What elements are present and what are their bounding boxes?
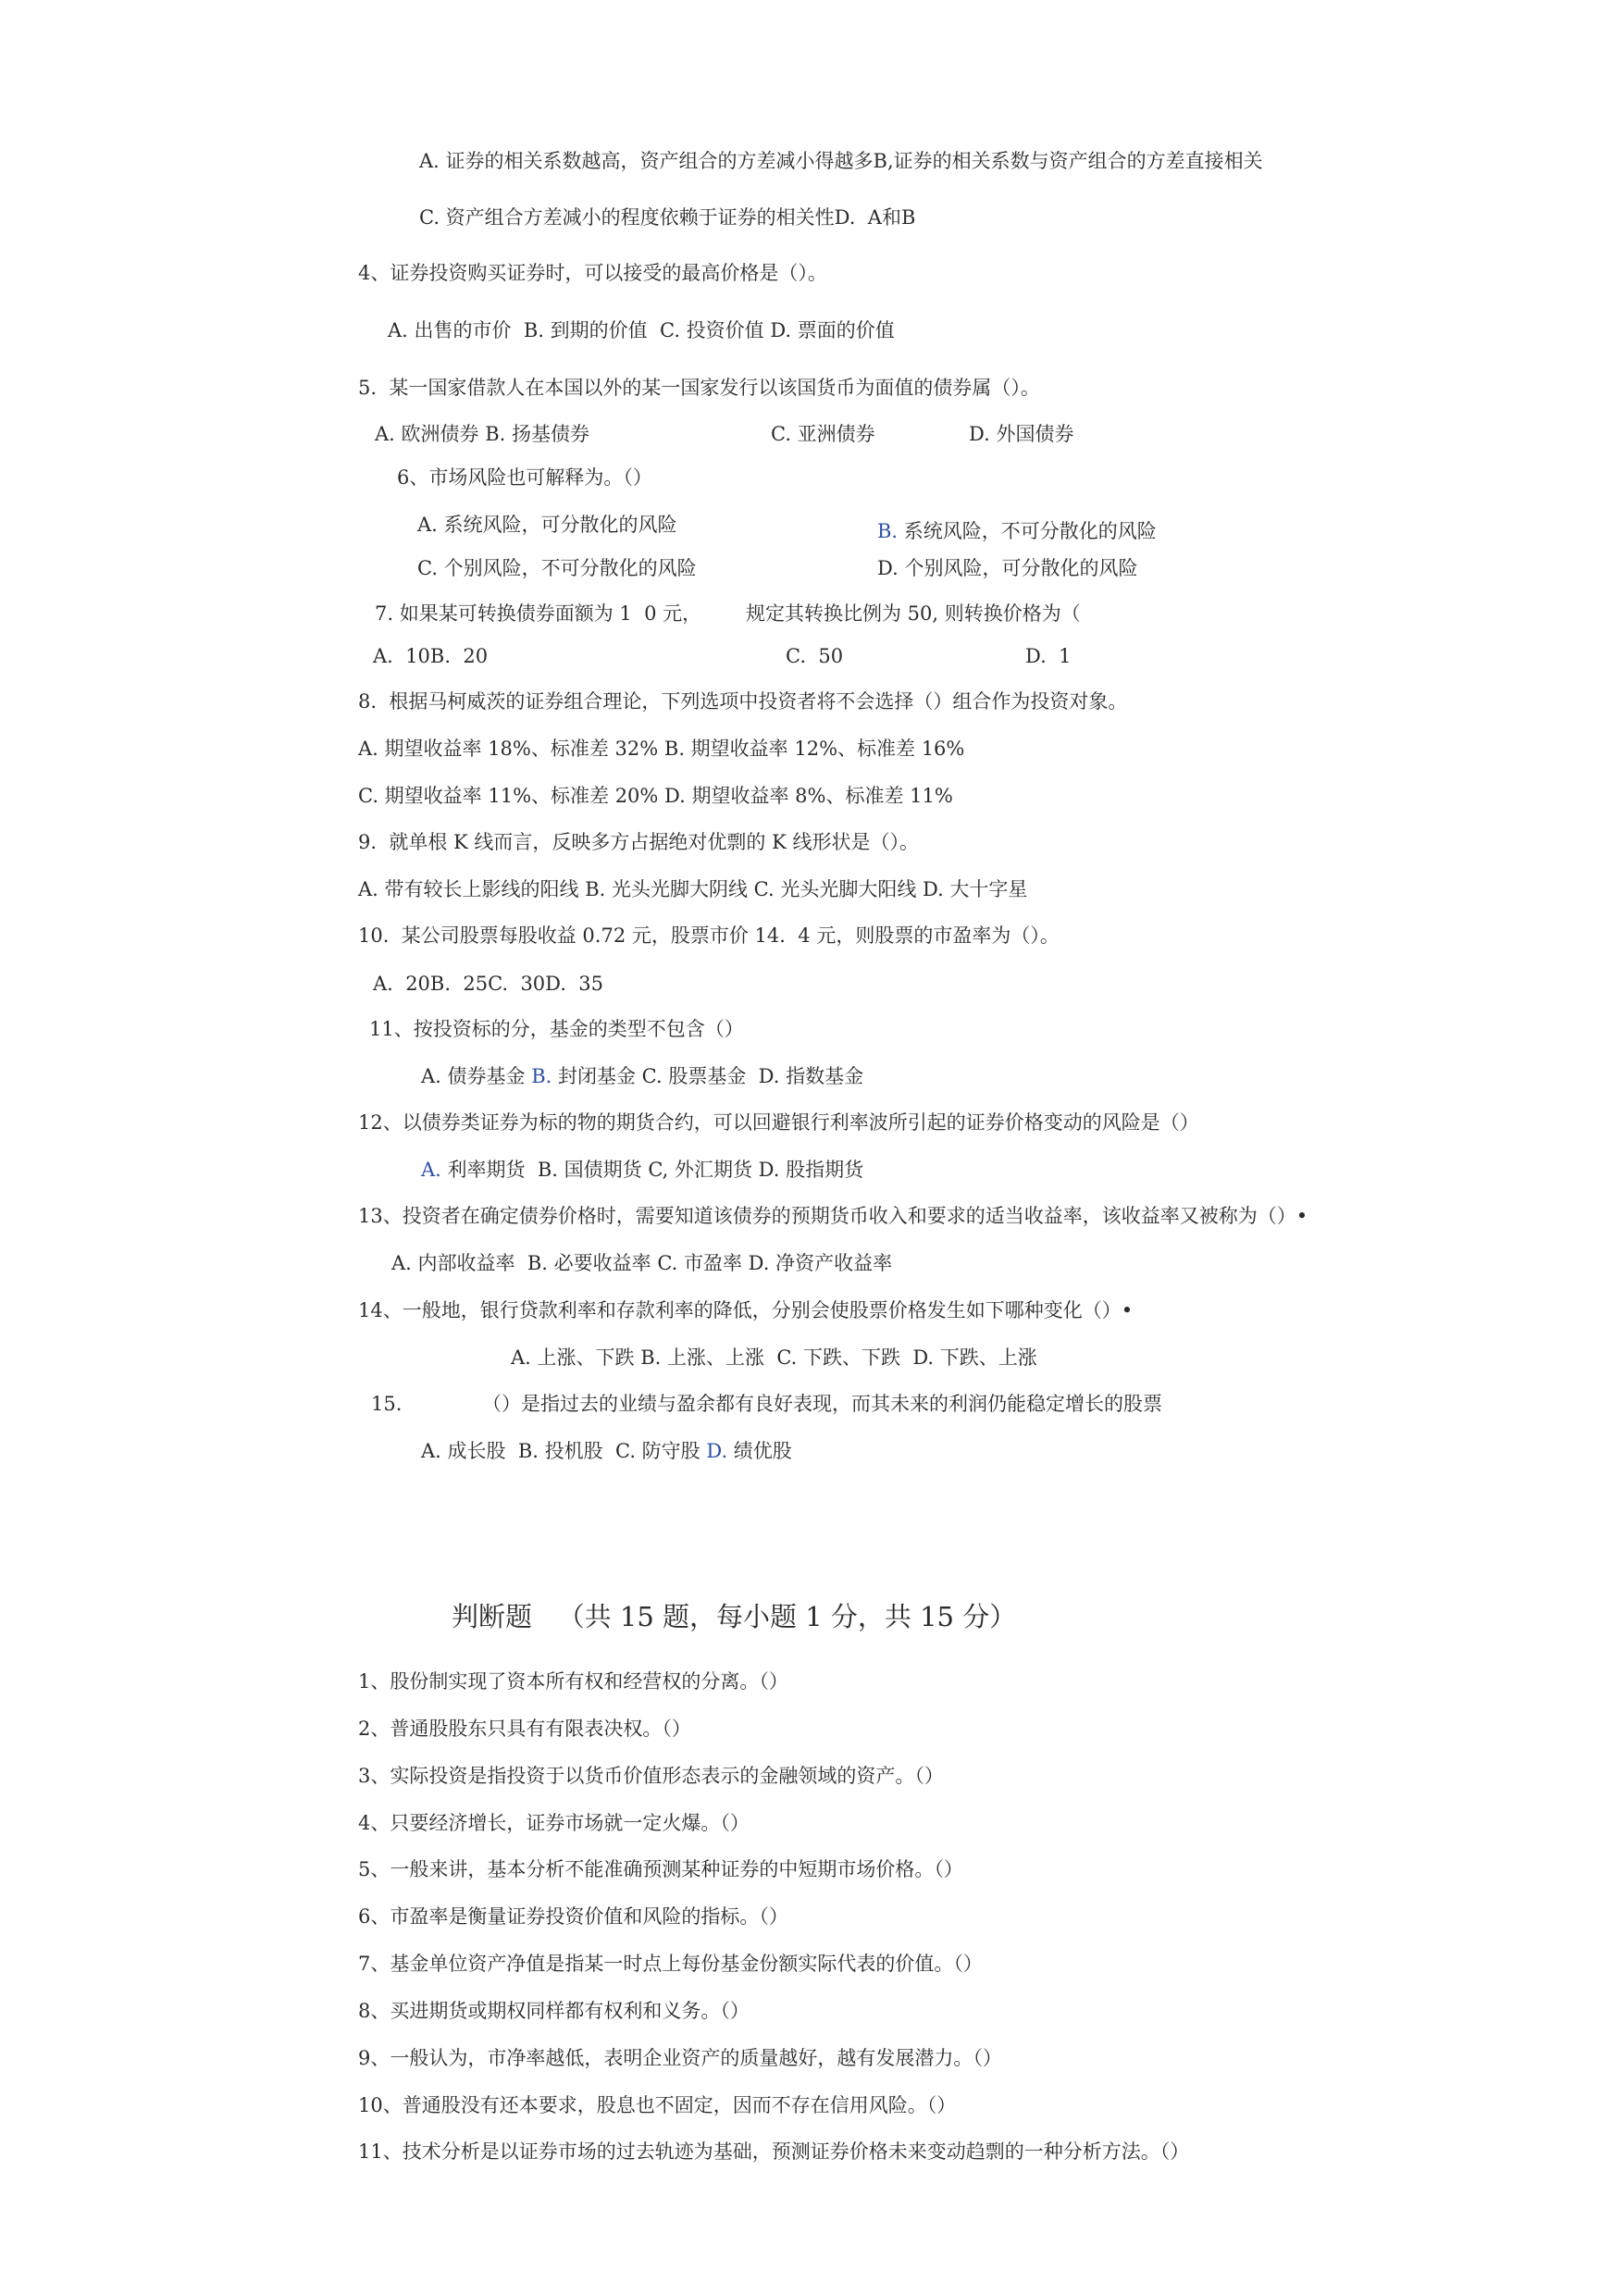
option-d-text: 绩优股 <box>727 1440 792 1462</box>
question-15-options <box>421 1442 792 1461</box>
question-6: 6、市场风险也可解释为。（） <box>397 466 652 489</box>
question-6-option-c: C. 个别风险，不可分散化的风险 <box>417 557 697 579</box>
question-10-options: A. 20B. 25C. 30D. 35 <box>373 973 603 995</box>
question-4-options: A. 出售的市价 B. 到期的价值 C. 投资价值 D. 票面的价值 <box>388 319 895 341</box>
question-7-options-ab: A. 10B. 20 <box>373 645 489 667</box>
option-d-letter: D. <box>706 1440 728 1462</box>
judgement-item: 8、买进期货或期权同样都有权利和义务。（） <box>358 2000 750 2022</box>
option-a-text: A. 债券基金 <box>421 1065 532 1087</box>
question-12: 12、以债券类证券为标的物的期货合约，可以回避银行利率波所引起的证券价格变动的风险是（） <box>358 1111 1199 1134</box>
option-a-letter: A. <box>421 1159 441 1181</box>
question-8-options-cd: C. 期望收益率 11%、标准差 20% D. 期望收益率 8%、标准差 11% <box>358 785 953 807</box>
q3-options-cd: C. 资产组合方差减小的程度依赖于证券的相关性D. A和B <box>419 206 916 229</box>
question-7-part2: 规定其转换比例为 50, 则转换价格为（ <box>746 602 1081 625</box>
question-7-option-d: D. 1 <box>1025 645 1072 667</box>
question-8: 8. 根据马柯威茨的证券组合理论，下列选项中投资者将不会选择（）组合作为投资对象。 <box>358 690 1128 713</box>
question-5-options-ab: A. 欧洲债券 B. 扬基债券 <box>375 423 589 445</box>
q3-options-ab: A. 证券的相关系数越高，资产组合的方差减小得越多B,证券的相关系数与资产组合的方差直接相关 <box>419 150 1263 172</box>
judgement-item: 4、只要经济增长，证券市场就一定火爆。（） <box>358 1812 750 1834</box>
question-15-number: 15. <box>371 1393 403 1415</box>
question-10: 10. 某公司股票每股收益 0.72 元，股票市价 14. 4 元，则股票的市盈率为（）。 <box>358 924 1060 947</box>
options-rest: 封闭基金 C. 股票基金 D. 指数基金 <box>552 1065 864 1087</box>
question-6-option-d: D. 个别风险，可分散化的风险 <box>877 557 1138 579</box>
question-7-option-c: C. 50 <box>786 645 844 667</box>
option-b-letter: B. <box>531 1065 552 1087</box>
question-13: 13、投资者在确定债券价格时，需要知道该债券的预期货币收入和要求的适当收益率，该收益率又被称为（）• <box>358 1205 1308 1227</box>
question-7-part1: 7. 如果某可转换债券面额为 1 0 元， <box>375 602 702 625</box>
question-5: 5. 某一国家借款人在本国以外的某一国家发行以该国货币为面值的债券属（）。 <box>358 377 1040 399</box>
question-6-option-a: A. 系统风险，可分散化的风险 <box>417 514 677 536</box>
question-9: 9. 就单根 K 线而言，反映多方占据绝对优剽的 K 线形状是（）。 <box>358 831 919 853</box>
question-6-option-b <box>877 522 1157 541</box>
question-14-options: A. 上涨、下跌 B. 上涨、上涨 C. 下跌、下跌 D. 下跌、上涨 <box>511 1346 1037 1369</box>
question-4: 4、证券投资购买证券时，可以接受的最高价格是（）。 <box>358 262 827 284</box>
question-5-option-d: D. 外国债券 <box>969 423 1074 445</box>
question-5-option-c: C. 亚洲债券 <box>771 423 875 445</box>
judgement-item: 3、实际投资是指投资于以货币价值形态表示的金融领域的资产。（） <box>358 1765 944 1787</box>
question-13-options: A. 内部收益率 B. 必要收益率 C. 市盈率 D. 净资产收益率 <box>391 1252 893 1274</box>
judgement-item: 1、股份制实现了资本所有权和经营权的分离。（） <box>358 1670 788 1693</box>
options-rest: 利率期货 B. 国债期货 C, 外汇期货 D. 股指期货 <box>440 1159 864 1181</box>
judgement-item: 6、市盈率是衡量证券投资价值和风险的指标。（） <box>358 1905 788 1928</box>
judgement-item: 5、一般来讲，基本分析不能准确预测某种证券的中短期市场价格。（） <box>358 1858 963 1880</box>
question-14: 14、一般地，银行贷款利率和存款利率的降低，分别会使股票价格发生如下哪种变化（）• <box>358 1299 1134 1321</box>
question-9-options: A. 带有较长上影线的阳线 B. 光头光脚大阴线 C. 光头光脚大阳线 D. 大十字星 <box>358 878 1028 900</box>
section-title: 判断题 （共 15 题，每小题 1 分，共 15 分） <box>452 1601 1017 1632</box>
question-8-options-ab: A. 期望收益率 18%、标准差 32% B. 期望收益率 12%、标准差 16% <box>358 738 965 760</box>
judgement-item: 11、技术分析是以证券市场的过去轨迹为基础，预测证券价格未来变动趋剽的一种分析方法。（） <box>358 2140 1190 2163</box>
question-12-options <box>421 1160 863 1180</box>
option-b-text: 系统风险，不可分散化的风险 <box>898 520 1157 542</box>
options-a-c: A. 成长股 B. 投机股 C. 防守股 <box>421 1440 707 1462</box>
question-11: 11、按投资标的分，基金的类型不包含（） <box>369 1018 744 1040</box>
question-11-options <box>421 1067 863 1086</box>
option-b-letter: B. <box>877 520 899 542</box>
judgement-item: 9、一般认为，市净率越低，表明企业资产的质量越好，越有发展潜力。（） <box>358 2047 1002 2069</box>
judgement-item: 7、基金单位资产净值是指某一时点上每份基金份额实际代表的价值。（） <box>358 1953 983 1975</box>
judgement-item: 2、普通股股东只具有有限表决权。（） <box>358 1718 691 1740</box>
judgement-item: 10、普通股没有还本要求，股息也不固定，因而不存在信用风险。（） <box>358 2094 957 2116</box>
question-15: （）是指过去的业绩与盈余都有良好表现，而其未来的利润仍能稳定增长的股票 <box>482 1393 1162 1415</box>
